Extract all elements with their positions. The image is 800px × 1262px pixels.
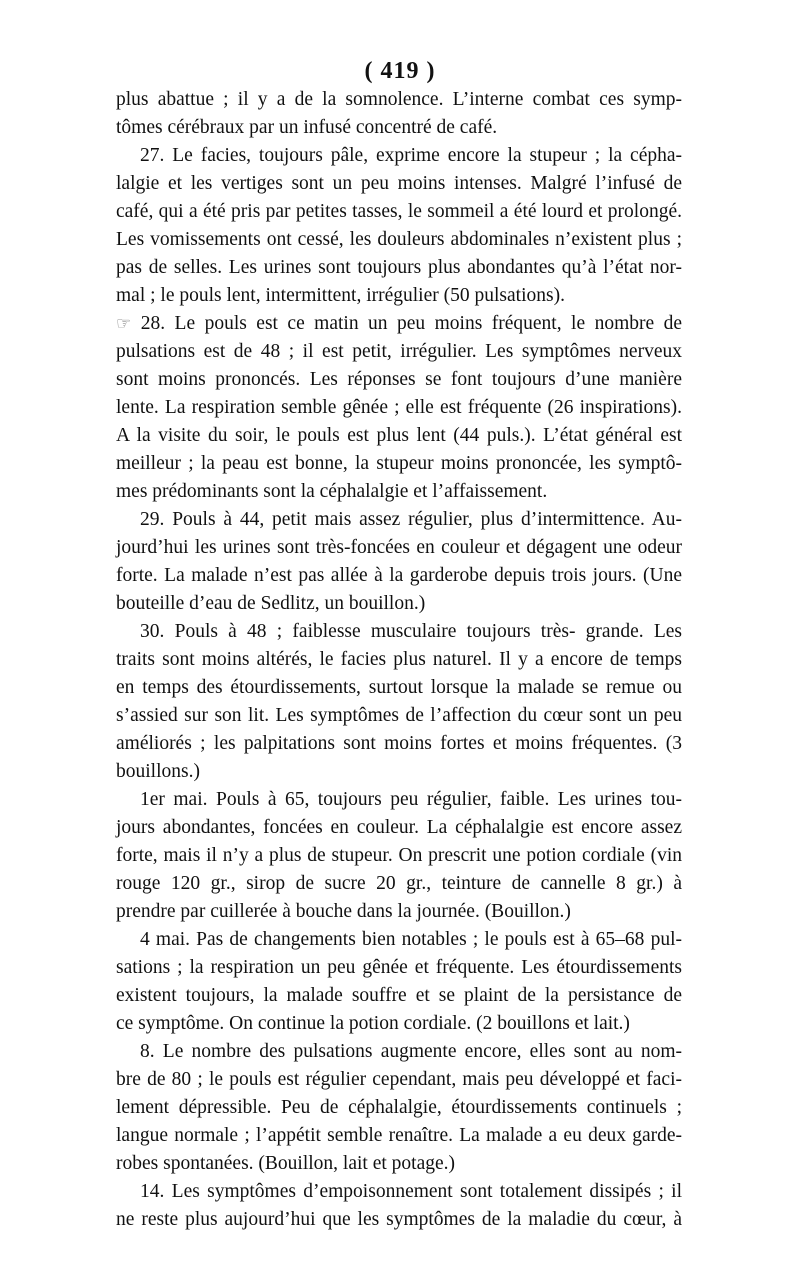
text-line: prendre par cuillerée à bouche dans la journée. (Bouillon.): [116, 901, 571, 922]
entry-day-30: 30. Pouls à 48 ; faiblesse musculaire toujours très- grande. Les: [140, 621, 682, 642]
text-line: bouillons.): [116, 761, 200, 782]
body-text: [116, 86, 682, 1234]
entry-day-28-text: 28. Le pouls est ce matin un peu moins fréquent, le nombre de: [140, 313, 683, 334]
text-line: forte. La malade n’est pas allée à la garderobe depuis trois jours. (Une: [116, 565, 682, 586]
text-line: en temps des étourdissements, surtout lorsque la malade se remue ou: [116, 677, 682, 698]
entry-day-27: 27. Le facies, toujours pâle, exprime encore la stupeur ; la cépha-: [140, 145, 682, 166]
text-line: Les vomissements ont cessé, les douleurs abdominales n’existent plus ;: [116, 229, 682, 250]
text-line: bouteille d’eau de Sedlitz, un bouillon.): [116, 593, 426, 614]
entry-day-29: 29. Pouls à 44, petit mais assez régulier, plus d’intermittence. Au-: [140, 509, 682, 530]
text-line: bre de 80 ; le pouls est régulier cependant, mais peu développé et faci-: [116, 1069, 682, 1090]
text-line: langue normale ; l’appétit semble renaître. La malade a eu deux garde-: [116, 1125, 682, 1146]
text-line: sations ; la respiration un peu gênée et fréquente. Les étourdissements: [116, 957, 682, 978]
text-line: améliorés ; les palpitations sont moins fortes et moins fréquentes. (3: [116, 733, 682, 754]
text-line: ne reste plus aujourd’hui que les symptômes de la maladie du cœur, à: [116, 1209, 682, 1230]
text-line: tômes cérébraux par un infusé concentré de café.: [116, 117, 498, 138]
text-line: pulsations est de 48 ; il est petit, irrégulier. Les symptômes nerveux: [116, 341, 682, 362]
text-line: traits sont moins altérés, le facies plus naturel. Il y a encore de temps: [116, 649, 682, 670]
text-line: mes prédominants sont la céphalalgie et l’affaissement.: [116, 481, 548, 502]
entry-may-14: 14. Les symptômes d’empoisonnement sont totalement dissipés ; il: [140, 1181, 682, 1202]
text-line: s’assied sur son lit. Les symptômes de l’affection du cœur sont un peu: [116, 705, 682, 726]
entry-may-4: 4 mai. Pas de changements bien notables ; le pouls est à 65–68 pul-: [140, 929, 682, 950]
entry-may-1: 1er mai. Pouls à 65, toujours peu régulier, faible. Les urines tou-: [140, 789, 682, 810]
text-line: jourd’hui les urines sont très-foncées en couleur et dégagent une odeur: [116, 537, 682, 558]
text-line: café, qui a été pris par petites tasses, le sommeil a été lourd et prolongé.: [116, 201, 682, 222]
text-line: existent toujours, la malade souffre et se plaint de la persistance de: [116, 985, 682, 1006]
text-line: rouge 120 gr., sirop de sucre 20 gr., teinture de cannelle 8 gr.) à: [116, 873, 682, 894]
text-line: forte, mais il n’y a plus de stupeur. On prescrit une potion cordiale (vin: [116, 845, 682, 866]
page-number: ( 419 ): [364, 58, 436, 84]
text-line: sont moins prononcés. Les réponses se font toujours d’une manière: [116, 369, 682, 390]
text-line: jours abondantes, foncées en couleur. La céphalalgie est encore assez: [116, 817, 682, 838]
text-line: robes spontanées. (Bouillon, lait et potage.): [116, 1153, 456, 1174]
text-line: lement dépressible. Peu de céphalalgie, étourdissements continuels ;: [116, 1097, 682, 1118]
text-line: lente. La respiration semble gênée ; elle est fréquente (26 inspirations).: [116, 397, 682, 418]
marginal-mark: ☞: [116, 314, 132, 333]
entry-day-28: [116, 310, 682, 338]
text-line: meilleur ; la peau est bonne, la stupeur moins prononcée, les symptô-: [116, 453, 682, 474]
entry-may-8: 8. Le nombre des pulsations augmente encore, elles sont au nom-: [140, 1041, 682, 1062]
text-line: pas de selles. Les urines sont toujours plus abondantes qu’à l’état nor-: [116, 257, 682, 278]
text-line: lalgie et les vertiges sont un peu moins intenses. Malgré l’infusé de: [116, 173, 682, 194]
text-line: mal ; le pouls lent, intermittent, irrégulier (50 pulsations).: [116, 285, 565, 306]
text-line: A la visite du soir, le pouls est plus lent (44 puls.). L’état général est: [116, 425, 682, 446]
text-line: ce symptôme. On continue la potion cordiale. (2 bouillons et lait.): [116, 1013, 630, 1034]
text-line: plus abattue ; il y a de la somnolence. L’interne combat ces symp-: [116, 89, 682, 110]
